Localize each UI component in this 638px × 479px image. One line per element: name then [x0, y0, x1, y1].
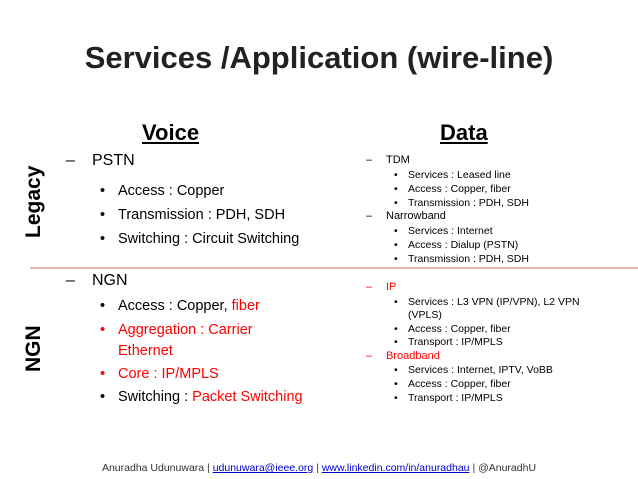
list-item: • Core : IP/MPLS [100, 366, 219, 382]
ngn-item: – NGN [66, 272, 128, 289]
footer-linkedin-link[interactable]: www.linkedin.com/in/anuradhau [321, 462, 470, 474]
list-item: • Access : Copper [100, 183, 225, 199]
list-item-continuation: Ethernet [118, 343, 173, 359]
list-item: • Services : Internet, IPTV, VoBB [394, 364, 553, 376]
tdm-item: – TDM [366, 154, 410, 166]
list-item: • Access : Copper, fiber [394, 378, 511, 390]
list-item: • Transmission : PDH, SDH [394, 253, 529, 265]
list-item: • Transmission : PDH, SDH [394, 197, 529, 209]
footer-author: Anuradha Udunuwara | [101, 462, 210, 474]
slide-title: Services /Application (wire-line) [84, 40, 554, 75]
list-item: • Aggregation : Carrier [100, 322, 253, 338]
list-item: • Switching : Circuit Switching [100, 231, 300, 247]
list-item: • Services : L3 VPN (IP/VPN), L2 VPN [394, 296, 580, 308]
list-item: • Switching : Packet Switching [100, 389, 303, 405]
legacy-ngn-divider [30, 267, 638, 269]
list-item: • Transmission : PDH, SDH [100, 207, 286, 223]
list-item: • Access : Copper, fiber [100, 298, 260, 314]
legacy-label: Legacy [22, 165, 45, 238]
list-item-continuation: (VPLS) [408, 309, 442, 321]
list-item: • Access : Dialup (PSTN) [394, 239, 519, 251]
data-header: Data [440, 120, 488, 145]
footer [0, 462, 638, 474]
narrowband-item: – Narrowband [366, 210, 446, 222]
list-item: • Services : Internet [394, 225, 493, 237]
list-item: • Access : Copper, fiber [394, 183, 511, 195]
list-item: • Transport : IP/MPLS [394, 392, 503, 404]
pstn-item: – PSTN [66, 152, 135, 169]
footer-twitter: | @AnuradhU [472, 462, 537, 474]
list-item: • Access : Copper, fiber [394, 323, 511, 335]
footer-email-link[interactable]: udunuwara@ieee.org [212, 462, 314, 474]
broadband-item: – Broadband [366, 350, 440, 362]
list-item: • Transport : IP/MPLS [394, 336, 503, 348]
voice-header: Voice [142, 120, 200, 145]
ip-item: – IP [366, 281, 397, 293]
list-item: • Services : Leased line [394, 169, 511, 181]
footer-separator: | [316, 462, 319, 474]
ngn-label: NGN [22, 325, 45, 372]
